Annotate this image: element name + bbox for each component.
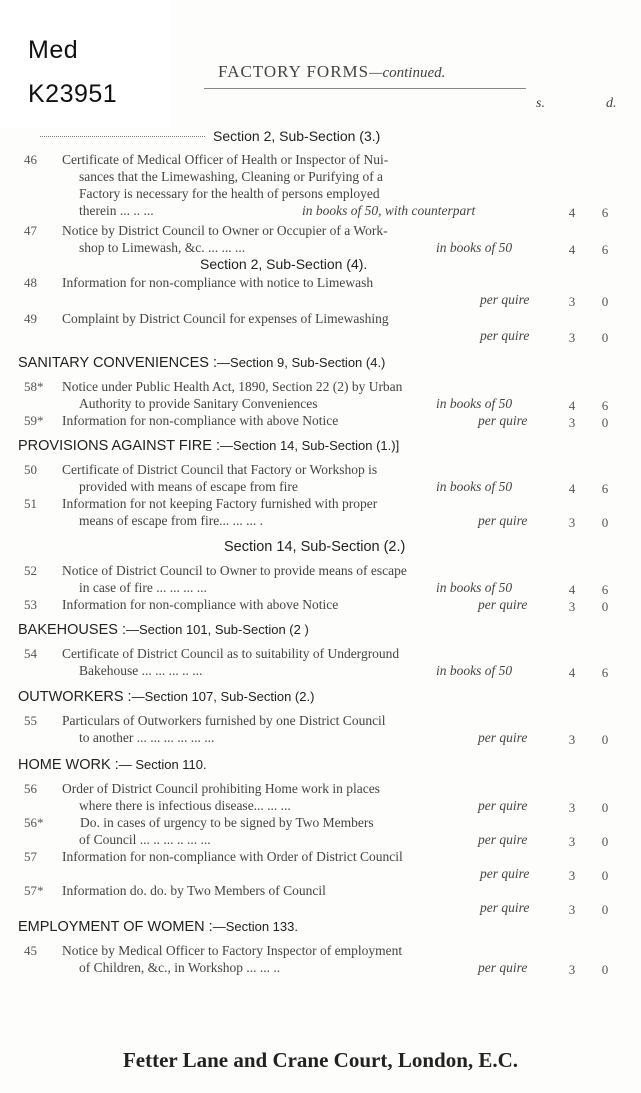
price-s: 3 [568, 902, 576, 917]
entry-text: Notice of District Council to Owner to provide means of escape [62, 563, 407, 578]
entry-text: Information for not keeping Factory furnished with proper [62, 496, 378, 511]
price-s: 4 [568, 398, 576, 413]
section-subtitle: —Section 107, Sub-Section (2.) [131, 689, 315, 704]
header-continued: —continued. [369, 65, 446, 81]
smudge-line [40, 128, 205, 137]
entry-unit: per quire [480, 866, 530, 881]
entry-text: Certificate of District Council as to suitability of Underground [62, 646, 400, 661]
price-d: 6 [601, 665, 609, 680]
label-line-1: Med [28, 36, 79, 64]
entry-unit: per quire [478, 513, 528, 528]
section-subtitle: —Section 101, Sub-Section (2 ) [125, 622, 309, 637]
entry-number: 49 [24, 311, 37, 326]
entry-number: 52 [24, 563, 37, 578]
section-head-2-3: Section 2, Sub-Section (3.) [213, 128, 381, 144]
section-title: EMPLOYMENT OF WOMEN : [18, 919, 213, 935]
entry-text: Notice under Public Health Act, 1890, Section 22 (2) by Urban [62, 379, 403, 394]
entry-number: 57* [24, 883, 44, 898]
price-d: 0 [601, 515, 609, 530]
entry-number: 53 [24, 597, 37, 612]
entry-unit: in books of 50 [436, 479, 513, 494]
entry-text: Do. in cases of urgency to be signed by Two Members [80, 815, 374, 830]
entry-number: 55 [24, 713, 37, 728]
price-d: 0 [601, 732, 609, 747]
price-d: 0 [601, 962, 609, 977]
section-subtitle: —Section 133. [212, 919, 298, 934]
col-head-s: s. [536, 96, 545, 111]
entry-number: 59* [24, 413, 44, 428]
section-subtitle: — Section 110. [118, 757, 207, 772]
section-subtitle: —Section 14, Sub-Section (1.)] [219, 438, 400, 453]
section-head-employment [18, 919, 298, 935]
entry-text: Information for non-compliance with Order of District Council [62, 849, 403, 864]
entry-text: Notice by District Council to Owner or Occupier of a Work- [62, 223, 388, 238]
entry-text: Authority to provide Sanitary Conveniences [79, 396, 318, 411]
entry-text: to another ... ... ... ... ... ... [79, 730, 215, 745]
entry-unit: per quire [478, 960, 528, 975]
page-header [218, 62, 445, 82]
section-head-sanitary [18, 355, 385, 371]
price-s: 4 [568, 582, 576, 597]
entry-unit: in books of 50 [436, 580, 513, 595]
entry-number: 46 [24, 152, 37, 167]
price-s: 3 [568, 515, 576, 530]
entry-text: Bakehouse ... ... ... .. ... [79, 663, 203, 678]
price-s: 3 [568, 834, 576, 849]
entry-unit: per quire [480, 328, 530, 343]
section-head-2-4: Section 2, Sub-Section (4). [200, 256, 368, 272]
entry-text: Information do. do. by Two Members of Council [62, 883, 326, 898]
entry-text: Notice by Medical Officer to Factory Inspector of employment [62, 943, 403, 958]
entry-text: Information for non-compliance with above Notice [62, 413, 339, 428]
price-d: 0 [601, 415, 609, 430]
price-s: 3 [568, 415, 576, 430]
price-d: 0 [601, 294, 609, 309]
price-d: 6 [601, 481, 609, 496]
entry-text: provided with means of escape from fire [79, 479, 298, 494]
entry-text: means of escape from fire... ... ... . [79, 513, 264, 528]
price-s: 3 [568, 800, 576, 815]
price-d: 0 [601, 800, 609, 815]
section-head-bakehouses [18, 622, 309, 638]
price-s: 3 [568, 732, 576, 747]
entry-text: Particulars of Outworkers furnished by one District Council [62, 713, 386, 728]
entry-unit: in books of 50 [436, 396, 513, 411]
entry-number: 45 [24, 943, 37, 958]
price-d: 0 [601, 330, 609, 345]
entry-number: 56 [24, 781, 37, 796]
entry-text: sances that the Limewashing, Cleaning or Purifying of a [79, 169, 384, 184]
header-title: FACTORY FORMS [218, 62, 370, 81]
entry-text: where there is infectious disease... ... ... [79, 798, 291, 813]
entry-text: Factory is necessary for the health of persons employed [79, 186, 380, 201]
label-line-2: K23951 [28, 80, 118, 108]
entry-unit: per quire [480, 292, 530, 307]
entry-unit: in books of 50, with counterpart [302, 203, 476, 218]
header-rule [204, 88, 526, 89]
entry-number: 51 [24, 496, 37, 511]
entry-unit: per quire [478, 832, 528, 847]
price-d: 0 [601, 599, 609, 614]
entry-number: 58* [24, 379, 44, 394]
price-s: 4 [568, 205, 576, 220]
price-d: 6 [601, 582, 609, 597]
entry-text: of Council ... .. ... .. ... ... [79, 832, 211, 847]
entry-unit: per quire [478, 597, 528, 612]
entry-number: 57 [24, 849, 37, 864]
library-label [0, 0, 170, 128]
entry-text: of Children, &c., in Workshop ... ... .. [79, 960, 281, 975]
price-d: 0 [601, 902, 609, 917]
section-head-home-work [18, 757, 207, 773]
entry-unit: per quire [480, 900, 530, 915]
price-s: 3 [568, 962, 576, 977]
price-s: 3 [568, 599, 576, 614]
entry-number: 56* [24, 815, 44, 830]
entry-number: 50 [24, 462, 37, 477]
price-d: 0 [601, 834, 609, 849]
price-d: 6 [601, 242, 609, 257]
entry-text: shop to Limewash, &c. ... ... ... [79, 240, 246, 255]
section-title: HOME WORK : [18, 757, 119, 773]
entry-text: in case of fire ... ... ... ... [79, 580, 207, 595]
price-d: 0 [601, 868, 609, 883]
section-title: PROVISIONS AGAINST FIRE : [18, 438, 220, 454]
section-title: SANITARY CONVENIENCES : [18, 355, 218, 371]
entry-unit: per quire [478, 413, 528, 428]
entry-unit: in books of 50 [436, 663, 513, 678]
entry-unit: per quire [478, 730, 528, 745]
entry-number: 48 [24, 275, 37, 290]
entry-text: Certificate of District Council that Factory or Workshop is [62, 462, 378, 477]
price-d: 6 [601, 398, 609, 413]
entry-text: Complaint by District Council for expenses of Limewashing [62, 311, 389, 326]
section-subtitle: —Section 9, Sub-Section (4.) [217, 355, 386, 370]
price-s: 3 [568, 294, 576, 309]
entry-text: Certificate of Medical Officer of Health or Inspector of Nui- [62, 152, 389, 167]
col-head-d: d. [606, 96, 617, 111]
price-s: 4 [568, 665, 576, 680]
entry-unit: per quire [478, 798, 528, 813]
entry-unit: in books of 50 [436, 240, 513, 255]
entry-text: Information for non-compliance with notice to Limewash [62, 275, 374, 290]
price-s: 4 [568, 242, 576, 257]
section-head-14-2: Section 14, Sub-Section (2.) [224, 539, 406, 555]
entry-number: 54 [24, 646, 37, 661]
entry-number: 47 [24, 223, 37, 238]
price-d: 6 [601, 205, 609, 220]
section-title: BAKEHOUSES : [18, 622, 126, 638]
section-head-outworkers [18, 689, 314, 705]
entry-text: Information for non-compliance with above Notice [62, 597, 339, 612]
section-head-fire [18, 438, 399, 454]
imprint-footer: Fetter Lane and Crane Court, London, E.C. [122, 1048, 519, 1072]
section-title: OUTWORKERS : [18, 689, 132, 705]
price-s: 4 [568, 481, 576, 496]
entry-text: Order of District Council prohibiting Home work in places [62, 781, 380, 796]
price-s: 3 [568, 868, 576, 883]
price-s: 3 [568, 330, 576, 345]
entry-text: therein ... .. ... [79, 203, 154, 218]
